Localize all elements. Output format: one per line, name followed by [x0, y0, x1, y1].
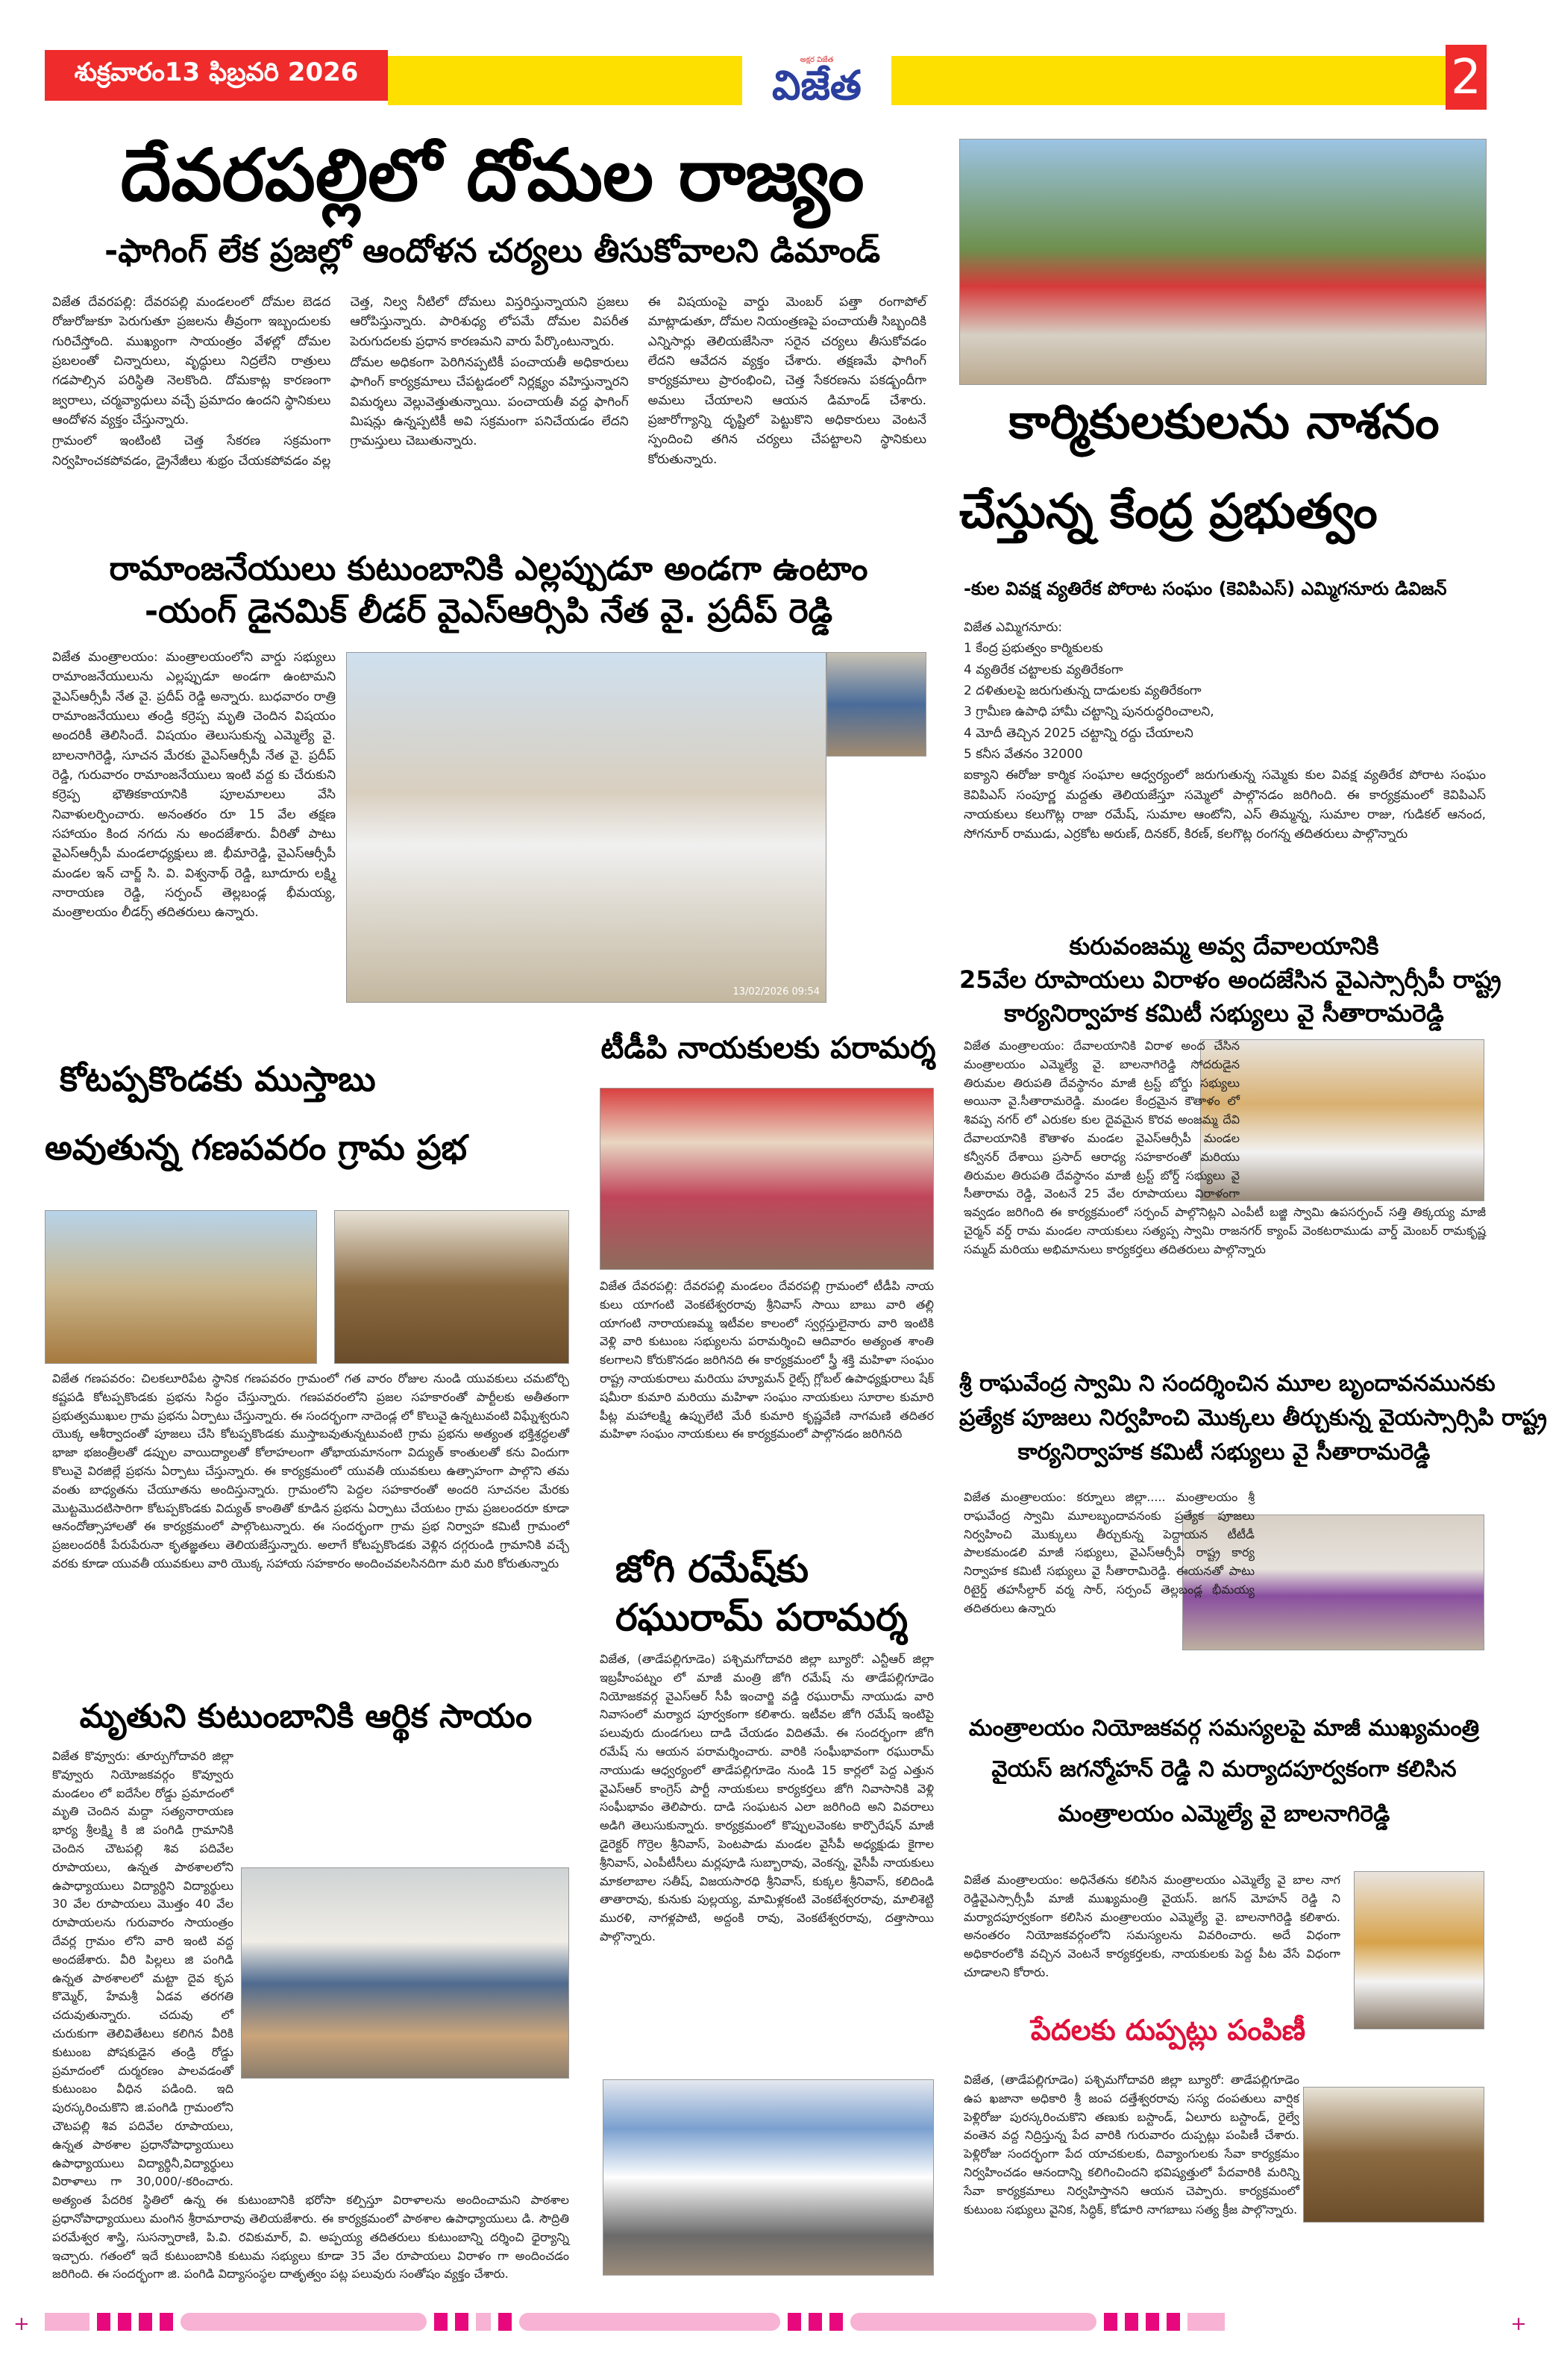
kuruvanjamma-text: విజేత మంత్రాలయం: దేవాలయానికి విరాళ అంద చేసిన మంత్రాలయం ఎమ్మెల్యే వై. బాలనాగిరెడ్డి సోదరుడైన తిరుమల తిరుపతి దేవస్థానం మాజీ ట్రస్ట్ బోర్డు సభ్యులు అయినా వై.సీతారామరెడ్డి. మండల కేంద్రమైన కౌతాళం లో శివప్ప నగర్ లో ఎరుకల కుల దైవమైన కొరవ అంజమ్మ దేవి దేవాలయానికి కౌతాళం మండల వైఎస్ఆర్సీపీ మండల కన్వీనర్ దేశాయి ప్రసాద్ ఆరాధ్య సహకారంతో మరియు తిరుమల తిరుపతి దేవస్థానం మాజీ ట్రస్ట్ బోర్డ్ సభ్యులు వై సీతారామ రెడ్డి, వెంటనే 25 వేల రూపాయలు విరాళంగా ఇవ్వడం జరిగింది ఈ కార్యక్రమంలో సర్పంచ్ పాల్గొనిట్లని ఎంపీటీ బజ్జి స్వామి ఉపసర్పంచ్ సత్తి తిక్కయ్య మాజీ చైర్మన్ వర్డ్ రామ మండల నాయకులు సత్యప్ప స్వామి రాజనగర్ క్యాంప్ వెంకటరాముడు వార్డ్ మెంబర్ రామకృష్ణ సమ్మద్ మరియు అభిమానులు కార్యకర్తలు తదితరులు పాల్గొన్నారు: [964, 1039, 1486, 1256]
masthead-band: [388, 56, 1447, 109]
jogi-meeting-photo: [603, 2079, 934, 2276]
logo-text: విజేత: [772, 62, 862, 109]
workers-headline-2: చేస్తున్న కేంద్ర ప్రభుత్వం: [959, 484, 1378, 539]
tdp-body: విజేత దేవరపల్లి: దేవరపల్లి మండలం దేవరపల్లి గ్రామంలో టీడీపి నాయ కులు యాగంటి వెంకటేశ్వరరావు శ్రీనివాస్ సాయి బాబు వారి తల్లి యాగంటి నారాయణమ్మ ఇటీవల కాలంలో స్వర్గస్తులైనారు వారి ఇంటికి వెళ్లి వారి కుటుంబ సభ్యులను పరామర్శించి ఆదివారం అత్యంత శాంతి కలగాలని కోరుకొనడం జరిగినది ఈ కార్యక్రమంలో స్త్రీ శక్తి మహిళా సంఘం రాష్ట్ర నాయకురాలు మరియు హ్యూమన్ రైట్స్ గ్లోబల్ ఉపాధ్యక్షురాలు షేక్ షమీరా కుమారి మరియు మహిళా సంఘం నాయకులు సూరాల కుమారి పీట్ల మహాలక్ష్మి ఉప్పులేటి మేరీ కుమారి కృష్ణవేణి నాగమణి తదితర మహిళా సంఘం నాయకులు ఈ కార్యక్రమంలో పాల్గొనడం జరిగినది: [600, 1279, 934, 1441]
lead-paragraph: ఈ విషయంపై వార్డు మెంబర్ పత్తా రంగాపోల్ మాట్లాడుతూ, దోమల నియంత్రణపై పంచాయతీ సిబ్బందికి ఎన్నిసార్లు తెలియజేసినా సరైన చర్యలు తీసుకోవడం లేదని ఆవేదన వ్యక్తం చేశారు. తక్షణమే ఫాగింగ్ కార్యక్రమాలు ప్రారంభించి, చెత్త సేకరణను పకడ్బందీగా అమలు చేయాలని ఆయన డిమాండ్ చేశారు. ప్రజారోగ్యాన్ని దృష్టిలో పెట్టుకొని అధికారులు వెంటనే స్పందించి తగిన చర్యలు చేపట్టాలని స్థానికులు కోరుతున్నారు.: [647, 295, 926, 467]
lead-paragraph: గ్రామంలో ఇంటింటి చెత్త సేకరణ సక్రమంగా నిర్వహించకపోవడం, డ్రైనేజీలు శుభ్రం చేయకపోవడం వల్ల చెత్త, నిల్వ నీటిలో దోమలు విస్తరిస్తున్నాయని ప్రజలు ఆరోపిస్తున్నారు. పారిశుధ్య లోపమే దోమల విపరీత పెరుగుదలకు ప్రధాన కారణమని వారు పేర్కొంటున్నారు.: [52, 295, 629, 469]
kuruvanjamma-headline-1: కురువంజమ్మ అవ్వ దేవాలయానికి: [1069, 932, 1379, 960]
lead-subhead: -ఫాగింగ్ లేక ప్రజల్లో ఆందోళన చర్యలు తీసుకోవాలని డిమాండ్: [104, 232, 881, 270]
kuruvanjamma-body: [964, 1037, 1486, 1365]
workers-headline-1: కార్మికులకులను నాశనం: [1008, 395, 1440, 450]
photo-timestamp: 13/02/2026 09:54: [732, 986, 820, 998]
demand-item: 4 వ్యతిరేక చట్టాలకు వ్యతిరేకంగా: [964, 662, 1123, 677]
jagan-headline-3: మంత్రాలయం ఎమ్మెల్యే వై బాలనాగిరెడ్డి: [1058, 1801, 1390, 1827]
tdp-headline: టీడీపి నాయకులకు పరామర్శ: [600, 1031, 936, 1065]
logo-tagline: అక్షర విజేత: [800, 56, 834, 64]
demand-item: 5 కనీస వేతనం 32000: [964, 747, 1083, 762]
financial-aid-body: [52, 1747, 569, 2282]
raghavendra-text: విజేత మంత్రాలయం: కర్నూలు జిల్లా..... మంత్రాలయం శ్రీ రాఘవేంద్ర స్వామి మూలబృందావనంకు ప్రత్యేక పూజలు నిర్వహించి మొక్కులు తీర్చుకున్న పెద్దాయన టీటీడీ పాలకమండలి మాజీ సభ్యులు, వైఎస్ఆర్సీపీ రాష్ట్ర కార్య నిర్వాహక కమిటీ సభ్యులు వై సీతారామిరెడ్డి. ఈయనతో పాటు రిటైర్డ్ తహసీల్దార్ వర్మ సార్, సర్పంచ్ తెల్లబండ్ల భీమయ్య తదితరులు ఉన్నారు: [964, 1490, 1255, 1615]
issue-date: శుక్రవారం13 ఫిబ్రవరి 2026: [45, 50, 388, 101]
kotappakonda-headline-1: కోటప్పకొండకు ముస్తాబు: [60, 1059, 376, 1099]
dateline: విజేత ఎమ్మిగనూరు:: [964, 620, 1063, 635]
photo-spacer: [233, 1859, 569, 2188]
raghavendra-headline-2: ప్రత్యేక పూజలు నిర్వహించి మొక్కలు తీర్చుకున్న వైయస్సార్సిపి రాష్ట్ర: [959, 1405, 1547, 1431]
prabha-construction-photo: [334, 1210, 569, 1364]
registration-mark-right: +: [1510, 2313, 1527, 2335]
jagan-headline-2: వైయస్ జగన్మోహన్ రెడ్డి ని మర్యాదపూర్వకంగా కలిసిన: [991, 1756, 1457, 1782]
photo-spacer: [1299, 2071, 1486, 2225]
jagan-body: విజేత మంత్రాలయం: అధినేతను కలిసిన మంత్రాలయం ఎమ్మెల్యే వై బాల నాగ రెడ్డివైఎస్సార్సీపీ మాజీ ముఖ్యమంత్రి వైయస్. జగన్ మోహన్ రెడ్డి ని మర్యాదపూర్వకంగా కలిసిన మంత్రాలయం ఎమ్మెల్యే వై. బాలనాగిరెడ్డి కలిశారు. అనంతరం నియోజకవర్గంలోని సమస్యలను వివరించారు. అదే విధంగా అధికారంలోకి వచ్చిన వెంటనే కార్యకర్తలకు, నాయకులకు పెద్ద పీట వేసే విధంగా చూడాలని కోరారు.: [964, 1873, 1340, 1979]
footer-decoration: [45, 2313, 1507, 2331]
jogi-body: విజేత, (తాడేపల్లిగూడెం) పశ్చిమగోదావరి జిల్లా బ్యూరో: ఎన్టీఆర్ జిల్లా ఇబ్రహీంపట్నం లో మాజీ మంత్రి జోగి రమేష్ ను తాడేపల్లిగూడెం నియోజకవర్గ వైఎస్ఆర్ సీపీ ఇంచార్జి వడ్డి రఘురామ్ నాయుడు వారి నివాసంలో మర్యాద పూర్వకంగా కలిశారు. ఇటీవల జోగి రమేష్ ఇంటిపై పలువురు దుండగులు దాడి చేయడం విదితమే. ఈ సందర్భంగా జోగి రమేష్ ను ఆయన పరామర్శించారు. వారికి సంఘీభావంగా రఘురామ్ నాయుడు ఆధ్వర్యంలో తాడేపల్లిగూడెం నుండి 15 కార్లలో పెద్ద ఎత్తున వైఎస్ఆర్ కాంగ్రెస్ పార్టీ నాయకులు కార్యకర్తలు జోగి నివాసానికి వెళ్లి సంఘీభావం తెలిపారు. దాడి సంఘటన ఎలా జరిగింది అని వివరాలు అడిగి తెలుసుకున్నారు. కార్యక్రమంలో కొప్పులవెంకట కార్పొరేషన్ మాజీ డైరెక్టర్ గొర్రెల శ్రీనివాస్, పెంటపాడు మండల వైసీపీ అధ్యక్షుడు కైగాల శ్రీనివాస్, ఎంపీటీసీలు మర్లపూడి సుబ్బారావు, వెంకన్న, వైసీపీ నాయకులు మాకలాబాల సతీష్, విజయసారధి శ్రీనివాస్, కుక్కల శ్రీనివాస్, కలిదిండి తాతారావు, కునుకు పుల్లయ్య, మామిళ్లకంటి వెంకటేశ్వరరావు, మాలిశెట్టి మురళి, నాగళ్లపాటి, అద్దంకి రావు, వెంకటేశ్వరరావు, దత్తాసాయి పాల్గొన్నారు.: [600, 1652, 934, 1944]
jogi-headline-2: రఘురామ్ పరామర్శ: [615, 1596, 908, 1639]
demand-item: 4 మోదీ తెచ్చిన 2025 చట్టాన్ని రద్దు చేయాలని: [964, 725, 1193, 741]
kuruvanjamma-headline-2: 25వేల రూపాయలు విరాళం అందజేసిన వైఎస్సార్సీపీ రాష్ట్ర: [959, 965, 1502, 994]
photo-spacer: [1240, 1037, 1486, 1203]
lead-body: [52, 292, 926, 530]
protest-rally-photo: [959, 139, 1487, 385]
kuruvanjamma-headline-3: కార్యనిర్వాహక కమిటీ సభ్యులు వై సీతారామరెడ్డి: [1004, 999, 1444, 1027]
tdp-condolence-photo: [600, 1088, 934, 1270]
building-photo: [826, 652, 926, 757]
financial-aid-text: విజేత కొవ్వూరు: తూర్పుగోదావరి జిల్లా కొవ్వూరు నియోజకవర్గం కొవ్వూరు మండలం లో ఐదేసేల రోడ్డు ప్రమాదంలో మృతి చెందిన మద్దా సత్యనారాయణ భార్య శ్రీలక్ష్మి కి జి పంగిడి గ్రామానికి చెందిన చౌటపల్లి శివ పదివేల రూపాయలు, ఉన్నత పాఠశాలలోని ఉపాధ్యాయులు విద్యార్థిని విద్యార్థులు 30 వేల రూపాయలు మొత్తం 40 వేల రూపాయలను గురువారం సాయంత్రం దేవర్ల గ్రామం లోని వారి ఇంటి వద్ద అందజేశారు. వీరి పిల్లలు జి పంగిడి ఉన్నత పాఠశాలలో మట్టా దైవ కృప కొమ్మెర్, హేమశ్రీ ఏడవ తరగతి చదువుతున్నారు. చదువు లో చురుకుగా తెలివితేటలు కలిగిన వీరికి కుటుంబ పోషకుడైన తండ్రి రోడ్డు ప్రమాదంలో దుర్మరణం పాలవడంతో కుటుంబం వీధిన పడింది. ఇది పురస్కరించుకొని జి.పంగిడి గ్రామంలోని చౌటపల్లి శివ పదివేల రూపాయలు, ఉన్నత పాఠశాల ప్రధానోపాధ్యాయులు ఉపాధ్యాయులు విద్యార్థినీ,విద్యార్థులు విరాళాలు గా 30,000/-కరించారు. అత్యంత పేదరిక స్థితిలో ఉన్న ఈ కుటుంబానికి భరోసా కల్పిస్తూ విరాళాలను అందించామని పాఠశాల ప్రధానోపాధ్యాయులు మంగిన శ్రీరామారావు తెలియజేశారు. ఈ కార్యక్రమంలో పాఠశాల ఉపాధ్యాయులు డి. సౌద్రితి పరమేశ్వర శాస్త్రి, సుసన్నారాణి, పి.వి. రవికుమార్, వి. అప్పయ్య తదితరులు కుటుంబాన్ని దర్శించి ధైర్యాన్ని ఇచ్చారు. గతంలో ఇదే కుటుంబానికి కుటుమ సభ్యులు కూడా 35 వేల రూపాయలు విరాళం గా అందించడం జరిగింది. ఈ సందర్భంగా జి. పంగిడి విద్యాసంస్థల దాతృత్వం పట్ల పలువురు సంతోషం వ్యక్తం చేశారు.: [52, 1749, 569, 2282]
blankets-headline: పేదలకు దుప్పట్లు పంపిణీ: [1030, 2014, 1306, 2047]
mla-with-jagan-photo: [1354, 1871, 1484, 2029]
demand-item: 1 కేంద్ర ప్రభుత్వం కార్మికులకు: [964, 641, 1103, 657]
jagan-headline-1: మంత్రాలయం నియోజకవర్గ సమస్యలపై మాజీ ముఖ్యమంత్రి: [968, 1715, 1480, 1741]
kotappakonda-headline-2: అవుతున్న గణపవరం గ్రామ ప్రభ: [45, 1127, 468, 1168]
workers-body: [964, 618, 1486, 916]
condolence-visit-photo: [346, 652, 826, 1003]
raghavendra-body: [964, 1488, 1486, 1705]
ramanjaneyulu-subhead: -యంగ్ డైనమిక్ లీడర్ వైఎస్ఆర్సిపి నేత వై. ప్రదీప్ రెడ్డి: [144, 592, 833, 630]
village-photo: [45, 1210, 317, 1364]
ramanjaneyulu-body: విజేత మంత్రాలయం: మంత్రాలయంలోని వార్డు సభ్యులు రామాంజనేయులును ఎల్లప్పుడూ అండగా ఉంటామని వైఎస్ఆర్సీపీ నేత వై. ప్రదీప్ రెడ్డి అన్నారు. బుధవారం రాత్రి రామాంజనేయులు తండ్రి కర్రెప్ప మృతి చెందిన విషయం అందరికీ తెలిసిందే. విషయం తెలుసుకున్న ఎమ్మెల్యే వై. బాలనాగిరెడ్డి, సూచన మేరకు వైఎస్ఆర్సీపీ నేత వై. ప్రదీప్ రెడ్డి, గురువారం రామాంజనేయులు ఇంటి వద్ద కు చేరుకుని కర్రెప్ప భౌతికకాయానికి పూలమాలలు వేసి నివాళులర్పించారు. అనంతరం రూ 15 వేల తక్షణ సహాయం కింద నగదు ను అందజేశారు. వీరితో పాటు వైఎస్ఆర్సీపీ మండలాధ్యక్షులు జి. భీమారెడ్డి, వైఎస్ఆర్సీపీ మండల ఇన్ చార్జ్ సి. వి. విశ్వనాథ్ రెడ్డి, బూదూరు లక్ష్మి నారాయణ రెడ్డి, సర్పంచ్ తెల్లబండ్ల భీమయ్య, మంత్రాలయం లీడర్స్ తదితరులు ఉన్నారు.: [52, 650, 336, 921]
demand-item: 3 గ్రామీణ ఉపాధి హామీ చట్టాన్ని పునరుద్ధరించాలని,: [964, 704, 1214, 720]
raghavendra-headline-3: కార్యనిర్వాహక కమిటీ సభ్యులు వై సీతారామరెడ్డి: [1017, 1439, 1431, 1465]
workers-paragraph: ఐక్యాని ఈరోజు కార్మిక సంఘాల ఆధ్వర్యంలో జరుగుతున్న సమ్మెకు కుల వివక్ష వ్యతిరేక పోరాట సంఘం కెవిపిఎస్ సంపూర్ణ మద్దతు తెలియజేస్తూ సమ్మెలో పాల్గొనడం జరిగింది. ఈ కార్యక్రమంలో కెవిపిఎస్ నాయకులు కలుగొట్ల రాజా రమేష్, సుమాల ఆంటోని, ఎస్ తిమ్మన్న, సుమాల రాజు, గుడికల్ ఆనంద, సోగనూర్ రాముడు, ఎర్రకోట అరుణ్, దినకర్, కిరణ్, కలగొట్ల రంగన్న తదితరులు పాల్గొన్నారు: [964, 768, 1486, 842]
financial-aid-headline: మృతుని కుటుంబానికి ఆర్థిక సాయం: [79, 1697, 533, 1735]
ramanjaneyulu-headline: రామాంజనేయులు కుటుంబానికి ఎల్లప్పుడూ అండగా ఉంటాం: [109, 550, 868, 588]
kotappakonda-body: విజేత గణపవరం: చిలకలూరిపేట స్థానిక గణపవరం గ్రామంలో గత వారం రోజుల నుండి యువకులు చమటోర్చి కష్టపడి కోటప్పకొండకు ప్రభను సిద్ధం చేస్తున్నారు. గణపవరంలోని ప్రజల సహకారంతో పార్టీలకు అతీతంగా ప్రభుత్వముఖుల గ్రామ ప్రభను ఏర్పాటు చేస్తున్నారు. ఈ సందర్భంగా నాదెండ్ల లో కొలువై ఉన్నటువంటి విఘ్నేశ్వరుని యొక్క ఆశీర్వాదంతో పూజలు చేసి కోటప్పకొండకు ముస్తాబవుతున్నటువంటి గ్రామ ప్రభను అత్యంత భక్తిశ్రద్ధలతో భాజా భజంత్రీలతో డప్పుల వాయిద్యాలతో కోలాహలంగా తోభాయమానంగా విద్యుత్ కాంతులతో కను విందుగా కొలువై విరజిల్లే ప్రభను ఏర్పాటు చేస్తున్నారు. ఈ కార్యక్రమంలో యువతీ యువకులు ఉత్సాహంగా పాల్గొని తమ వంతు బాధ్యతను చేయూతను అందిస్తున్నారు. గ్రామంలోని పెద్దల సహకారంతో అందరి సూచనల మేరకు మొట్టమొదటిసారిగా కోటప్పకొండకు విద్యుత్ కాంతితో కూడిన ప్రభను ఏర్పాటు చేయటం గ్రామ ప్రజలందరూ కూడా ఆనందోత్సాహాలతో ఈ కార్యక్రమంలో పాల్గొంటున్నారు. ఈ సందర్భంగా గ్రామ ప్రభ నిర్వాహ కమిటీ గ్రామంలో ప్రజలందరికీ పేరుపేరునా కృతజ్ఞతలు తెలియజేస్తున్నారు. అలాగే కోటప్పకొండకు వెళ్లిన దగ్గరుండి గ్రామానికి వచ్చే వరకు కూడా యువతీ యువకులు వారి యొక్క సహాయ సహకారం అందించవలసినదిగా మరి మరి కోరుతున్నారు: [52, 1371, 569, 1571]
photo-spacer: [1255, 1488, 1486, 1653]
page-number: 2: [1446, 45, 1487, 110]
blankets-text: విజేత, (తాడేపల్లిగూడెం) పశ్చిమగోదావరి జిల్లా బ్యూరో: తాడేపల్లిగూడెం ఉప ఖజానా అధికారి శ్రీ జంప దత్తేశ్వరరావు సస్య దంపతులు వార్షిక పెళ్లిరోజు పురస్కరించుకొని తణుకు బస్టాండ్, ఏలూరు బస్టాండ్, రైల్వే వంతెన వద్ద నిద్రిస్తున్న పేద వారికి గురువారం దుప్పట్లు పంపిణీ చేశారు. పెళ్లిరోజు సందర్భంగా పేద యాచకులకు, దివ్యాంగులకు సేవా కార్యక్రమం నిర్వహించడం ఆనందాన్ని కలిగించిందని భవిష్యత్తులో పేదవారికి మరిన్ని సేవా కార్యక్రమాలు నిర్వహిస్తానని ఆయన చెప్పారు. కార్యక్రమంలో కుటుంబ సభ్యులు వైనిక, సిద్ధిక్, కోడూరి నాగబాబు సత్య క్రీజ పాల్గొన్నారు.: [964, 2073, 1299, 2217]
raghavendra-headline-1: శ్రీ రాఘవేంద్ర స్వామి ని సందర్శించిన మూల బృందావనమునకు: [959, 1371, 1496, 1397]
jogi-headline-1: జోగి రమేష్‌కు: [615, 1547, 809, 1591]
workers-subhead: -కుల వివక్ష వ్యతిరేక పోరాట సంఘం (కెవిపిఎస్) ఎమ్మిగనూరు డివిజన్: [964, 578, 1447, 599]
lead-headline: దేవరపల్లిలో దోమల రాజ్యం: [120, 134, 865, 217]
registration-mark-left: +: [13, 2313, 30, 2335]
newspaper-logo: [742, 43, 891, 118]
blankets-body: [964, 2071, 1486, 2258]
demand-item: 2 దళితులపై జరుగుతున్న దాడులకు వ్యతిరేకంగా: [964, 683, 1202, 699]
lead-paragraph: విజేత దేవరపల్లి: దేవరపల్లి మండలంలో దోమల బెడద రోజురోజుకూ పెరుగుతూ ప్రజలను తీవ్రంగా ఇబ్బందులకు గురిచేస్తోంది. ముఖ్యంగా సాయంత్రం వేళల్లో దోమల ప్రబలంతో చిన్నారులు, వృద్ధులు నిద్రలేని రాత్రులు గడపాల్సిన పరిస్థితి నెలకొంది. దోమకాట్ల కారణంగా జ్వరాలు, చర్మవ్యాధులు వచ్చే ప్రమాదం ఉందని స్థానికులు ఆందోళన వ్యక్తం చేస్తున్నారు.: [52, 295, 331, 428]
lead-paragraph: దోమల అధికంగా పెరిగినప్పటికీ పంచాయతీ అధికారులు ఫాగింగ్ కార్యక్రమాలు చేపట్టడంలో నిర్లక్ష్యం వహిస్తున్నారని విమర్శలు వెల్లువెత్తుతున్నాయి. పంచాయతీ వద్ద ఫాగింగ్ మిషన్లు ఉన్నప్పటికీ అవి సక్రమంగా పనిచేయడం లేదని గ్రామస్తులు చెబుతున్నారు.: [350, 355, 629, 449]
